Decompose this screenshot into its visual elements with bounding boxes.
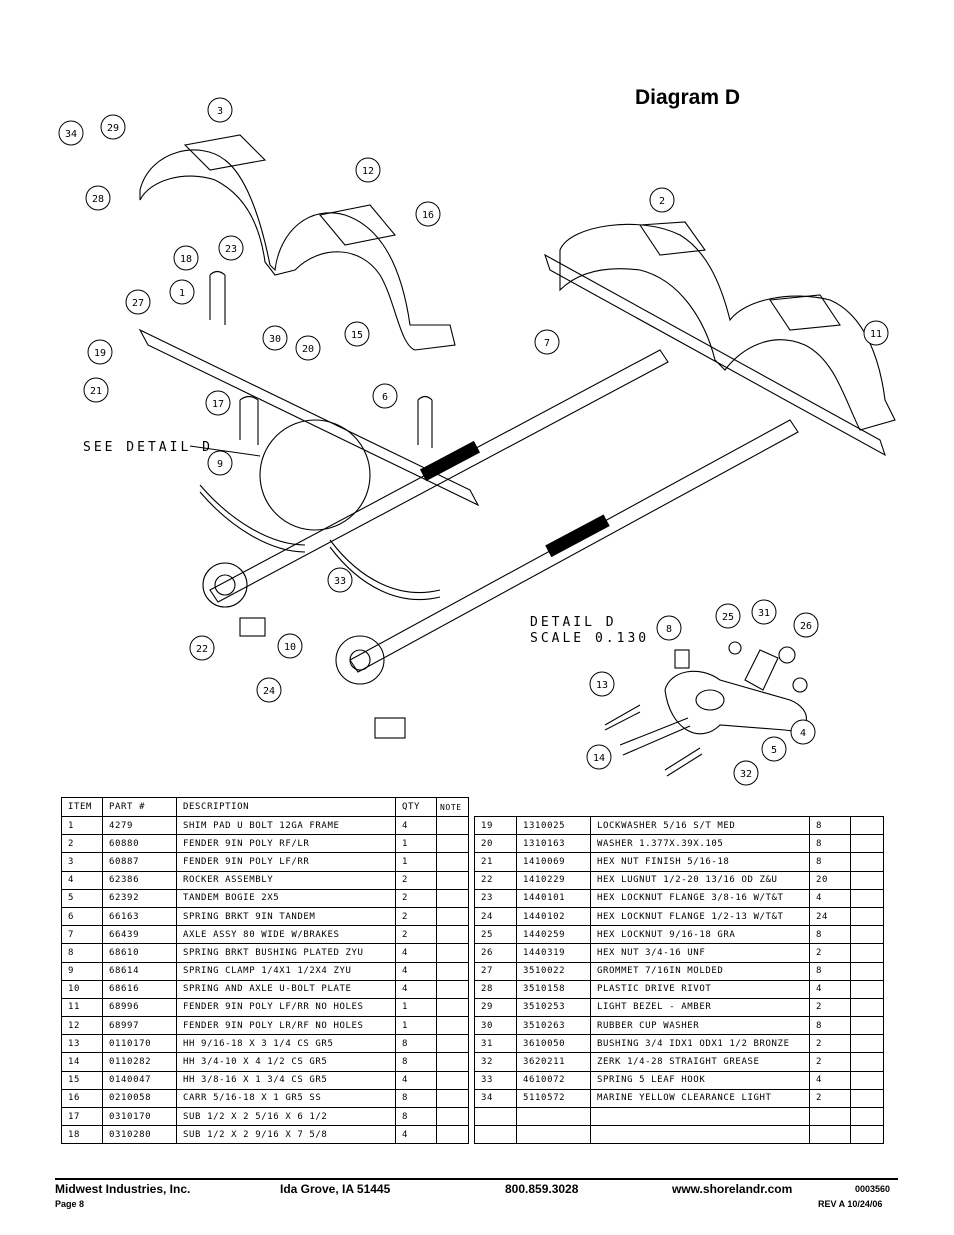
callout-10: 10 [283,642,297,653]
cell-item: 8 [62,944,103,962]
axle-front [210,350,668,602]
cell-description: SHIM PAD U BOLT 12GA FRAME [177,817,396,835]
cell-item: 7 [62,926,103,944]
cell-qty [810,1108,851,1126]
cell-part: 1440101 [517,889,591,907]
table-row [475,1035,884,1053]
cell-item: 4 [62,871,103,889]
cell-item: 33 [475,1071,517,1089]
cell-part: 3610050 [517,1035,591,1053]
cell-part: 1410229 [517,871,591,889]
cell-item: 5 [62,889,103,907]
cell-part: 4279 [103,817,177,835]
cell-description: HEX NUT 3/4-16 UNF [591,944,810,962]
cell-description: HEX LOCKNUT FLANGE 3/8-16 W/T&T [591,889,810,907]
cell-part: 0310170 [103,1108,177,1126]
cell-description: LOCKWASHER 5/16 S/T MED [591,817,810,835]
callout-21: 21 [89,386,103,397]
cell-part: 3510263 [517,1017,591,1035]
cell-item: 25 [475,926,517,944]
cell-qty: 1 [396,853,437,871]
callout-16: 16 [421,210,435,221]
cell-qty: 1 [396,835,437,853]
cell-note [851,853,884,871]
table-row [475,944,884,962]
cell-item: 20 [475,835,517,853]
cell-note [851,980,884,998]
cell-note [437,980,469,998]
cell-note [437,817,469,835]
cell-description: RUBBER CUP WASHER [591,1017,810,1035]
cell-note [851,962,884,980]
cell-part: 60880 [103,835,177,853]
table-row [62,889,469,907]
cell-qty: 8 [396,1053,437,1071]
cell-part [517,1108,591,1126]
cell-description: FENDER 9IN POLY LR/RF NO HOLES [177,1017,396,1035]
table-row [62,1053,469,1071]
header-item: ITEM [62,798,103,817]
callout-26: 26 [799,621,813,632]
cell-description: AXLE ASSY 80 WIDE W/BRAKES [177,926,396,944]
table-row [475,907,884,925]
table-row [62,817,469,835]
callout-30: 30 [268,334,282,345]
cell-part: 68614 [103,962,177,980]
callout-24: 24 [262,686,276,697]
table-header-row [62,798,469,817]
table-row [475,926,884,944]
cell-note [437,871,469,889]
cell-part: 62386 [103,871,177,889]
cell-note [437,1053,469,1071]
table-row [62,944,469,962]
cell-description: FENDER 9IN POLY RF/LR [177,835,396,853]
cell-description: WASHER 1.377X.39X.105 [591,835,810,853]
table-row [62,853,469,871]
cell-part: 4610072 [517,1071,591,1089]
cell-item: 16 [62,1089,103,1107]
cell-description: SUB 1/2 X 2 9/16 X 7 5/8 [177,1126,396,1144]
cell-note [851,944,884,962]
table-row [62,1071,469,1089]
callout-2: 2 [658,196,666,207]
cell-note [851,817,884,835]
cell-part: 0110282 [103,1053,177,1071]
cell-part: 0210058 [103,1089,177,1107]
footer-page: Page 8 [55,1199,85,1209]
cell-item: 28 [475,980,517,998]
cell-qty: 2 [810,944,851,962]
callout-18: 18 [179,254,193,265]
cell-description: SPRING BRKT BUSHING PLATED ZYU [177,944,396,962]
cell-qty: 4 [396,817,437,835]
diagram-title: Diagram D [635,86,741,109]
table-row [475,817,884,835]
table-row [62,1035,469,1053]
cell-qty: 4 [396,980,437,998]
table-row [62,980,469,998]
cell-part: 68997 [103,1017,177,1035]
cell-item: 34 [475,1089,517,1107]
cell-description: GROMMET 7/16IN MOLDED [591,962,810,980]
cell-note [851,907,884,925]
footer-location: Ida Grove, IA 51445 [280,1182,391,1196]
callout-23: 23 [224,244,238,255]
parts-table-left [61,797,469,1144]
cell-note [851,1089,884,1107]
callout-1: 1 [178,288,186,299]
table-row [62,871,469,889]
callout-28: 28 [91,194,105,205]
cell-description: CARR 5/16-18 X 1 GR5 SS [177,1089,396,1107]
cell-note [851,835,884,853]
cell-item: 27 [475,962,517,980]
callout-31: 31 [757,608,771,619]
table-row [475,998,884,1016]
cell-note [851,1126,884,1144]
cell-qty: 4 [396,944,437,962]
cell-item: 11 [62,998,103,1016]
cell-qty: 2 [810,1089,851,1107]
cell-part: 3510253 [517,998,591,1016]
cell-note [851,1071,884,1089]
cell-description: HH 3/4-10 X 4 1/2 CS GR5 [177,1053,396,1071]
table-row [475,853,884,871]
cell-note [437,944,469,962]
cell-item: 6 [62,907,103,925]
cell-note [437,1017,469,1035]
cell-part: 3510158 [517,980,591,998]
cell-description: LIGHT BEZEL - AMBER [591,998,810,1016]
cell-note [437,1126,469,1144]
cell-qty: 8 [810,962,851,980]
callout-32: 32 [739,769,753,780]
cell-part: 1410069 [517,853,591,871]
callout-11: 11 [869,329,883,340]
cell-description: HEX LOCKNUT FLANGE 1/2-13 W/T&T [591,907,810,925]
cell-part: 3510022 [517,962,591,980]
table-row [62,907,469,925]
cell-qty: 4 [396,962,437,980]
table-row [62,1017,469,1035]
cell-note [437,907,469,925]
cell-note [437,998,469,1016]
cell-description: ROCKER ASSEMBLY [177,871,396,889]
cell-item: 15 [62,1071,103,1089]
callout-6: 6 [381,392,389,403]
cell-part: 1440259 [517,926,591,944]
callout-13: 13 [595,680,609,691]
cell-description: HEX LOCKNUT 9/16-18 GRA [591,926,810,944]
table-row [475,1071,884,1089]
footer-website: www.shorelandr.com [672,1182,793,1196]
cell-qty: 1 [396,998,437,1016]
cell-description: MARINE YELLOW CLEARANCE LIGHT [591,1089,810,1107]
hub-rear [336,636,384,684]
cell-note [437,835,469,853]
callout-22: 22 [195,644,209,655]
cell-qty: 4 [810,1071,851,1089]
hub-front [203,563,247,607]
cell-part: 68616 [103,980,177,998]
callout-25: 25 [721,612,735,623]
see-detail-label: SEE DETAIL D [83,440,213,455]
cell-item: 24 [475,907,517,925]
cell-note [851,1108,884,1126]
table-row [62,998,469,1016]
cell-part: 62392 [103,889,177,907]
cell-description: FENDER 9IN POLY LF/RR [177,853,396,871]
footer-phone: 800.859.3028 [505,1182,579,1196]
cell-note [437,926,469,944]
cell-part [517,1126,591,1144]
cell-description: HEX LUGNUT 1/2-20 13/16 OD Z&U [591,871,810,889]
cell-item: 1 [62,817,103,835]
table-row [475,1126,884,1144]
cell-part: 68610 [103,944,177,962]
cell-item: 9 [62,962,103,980]
cell-qty: 4 [810,980,851,998]
cell-item: 19 [475,817,517,835]
callout-14: 14 [592,753,606,764]
header-part: PART # [103,798,177,817]
cell-note [851,926,884,944]
cell-item: 22 [475,871,517,889]
callout-19: 19 [93,348,107,359]
cell-item: 21 [475,853,517,871]
cell-description: ZERK 1/4-28 STRAIGHT GREASE [591,1053,810,1071]
cell-part: 66163 [103,907,177,925]
cell-part: 5110572 [517,1089,591,1107]
cell-note [851,1053,884,1071]
cell-qty: 2 [810,998,851,1016]
cell-qty: 8 [810,1017,851,1035]
cell-qty: 2 [810,1035,851,1053]
callout-34: 34 [64,129,78,140]
callout-3: 3 [216,106,224,117]
cell-note [851,1035,884,1053]
table-row [62,1089,469,1107]
cell-item: 12 [62,1017,103,1035]
cell-item: 30 [475,1017,517,1035]
cell-description: PLASTIC DRIVE RIVOT [591,980,810,998]
callout-29: 29 [106,123,120,134]
cell-note [851,998,884,1016]
footer-divider [55,1178,898,1180]
cell-qty: 24 [810,907,851,925]
cell-note [437,1108,469,1126]
callout-12: 12 [361,166,375,177]
cell-part: 1440102 [517,907,591,925]
callout-20: 20 [301,344,315,355]
cell-qty: 8 [810,835,851,853]
cell-item [475,1126,517,1144]
cell-note [437,853,469,871]
bushing-31 [745,650,778,690]
cell-note [437,1089,469,1107]
cell-part: 60887 [103,853,177,871]
callout-33: 33 [333,576,347,587]
header-description: DESCRIPTION [177,798,396,817]
footer-revision: REV A 10/24/06 [818,1199,883,1209]
cell-qty: 2 [396,889,437,907]
cell-item: 29 [475,998,517,1016]
cell-qty [810,1126,851,1144]
fender-2 [560,224,895,430]
cell-qty: 2 [396,871,437,889]
cell-part: 1440319 [517,944,591,962]
cell-qty: 2 [810,1053,851,1071]
cell-note [851,871,884,889]
cell-qty: 8 [396,1089,437,1107]
cell-item: 23 [475,889,517,907]
cell-qty: 8 [810,817,851,835]
cell-qty: 8 [396,1108,437,1126]
cell-note [437,1035,469,1053]
cell-description: TANDEM BOGIE 2X5 [177,889,396,907]
table-row [62,1126,469,1144]
cell-part: 0310280 [103,1126,177,1144]
cell-description: SPRING CLAMP 1/4X1 1/2X4 ZYU [177,962,396,980]
table-row [475,1017,884,1035]
table-row [62,835,469,853]
callout-17: 17 [211,399,225,410]
footer-doc-number: 0003560 [855,1184,891,1194]
cell-item: 18 [62,1126,103,1144]
cell-description [591,1126,810,1144]
cell-item: 14 [62,1053,103,1071]
cell-qty: 8 [810,853,851,871]
cell-description: SPRING 5 LEAF HOOK [591,1071,810,1089]
callout-7: 7 [543,338,551,349]
table-row [62,926,469,944]
cell-description [591,1108,810,1126]
cell-qty: 2 [396,926,437,944]
cell-part: 0140047 [103,1071,177,1089]
table-row [475,1089,884,1107]
cell-description: HH 9/16-18 X 3 1/4 CS GR5 [177,1035,396,1053]
callout-15: 15 [350,330,364,341]
cell-qty: 1 [396,1017,437,1035]
cell-item: 10 [62,980,103,998]
header-qty: QTY [396,798,437,817]
cell-part: 66439 [103,926,177,944]
cell-item: 31 [475,1035,517,1053]
cell-item [475,1108,517,1126]
rocker-plate [665,671,806,734]
cell-qty: 4 [810,889,851,907]
cell-part: 1310163 [517,835,591,853]
table-row [475,1108,884,1126]
cell-note [437,1071,469,1089]
cell-note [437,962,469,980]
cell-item: 32 [475,1053,517,1071]
cell-part: 1310025 [517,817,591,835]
footer-company: Midwest Industries, Inc. [55,1182,191,1196]
cell-part: 0110170 [103,1035,177,1053]
cell-note [437,889,469,907]
cell-description: SPRING AND AXLE U-BOLT PLATE [177,980,396,998]
cell-part: 3620211 [517,1053,591,1071]
callout-9: 9 [216,459,224,470]
callout-5: 5 [770,745,778,756]
detail-scale: SCALE 0.130 [530,631,650,646]
cell-item: 17 [62,1108,103,1126]
cell-description: FENDER 9IN POLY LF/RR NO HOLES [177,998,396,1016]
header-note: NOTE [437,798,469,817]
parts-table-right [474,816,884,1144]
cell-qty: 8 [810,926,851,944]
table-row [475,835,884,853]
callout-4: 4 [799,728,807,739]
callout-8: 8 [665,624,673,635]
table-row [475,980,884,998]
cell-qty: 8 [396,1035,437,1053]
table-row [475,889,884,907]
cell-item: 26 [475,944,517,962]
cell-note [851,889,884,907]
frame-rail-right [545,255,885,455]
table-row [62,1108,469,1126]
table-row [475,1053,884,1071]
cell-qty: 4 [396,1071,437,1089]
cell-description: HH 3/8-16 X 1 3/4 CS GR5 [177,1071,396,1089]
table-row [475,871,884,889]
table-row [475,962,884,980]
cell-note [851,1017,884,1035]
cell-description: BUSHING 3/4 IDX1 ODX1 1/2 BRONZE [591,1035,810,1053]
cell-description: SPRING BRKT 9IN TANDEM [177,907,396,925]
cell-item: 2 [62,835,103,853]
cell-qty: 4 [396,1126,437,1144]
table-row [62,962,469,980]
cell-part: 68996 [103,998,177,1016]
cell-description: SUB 1/2 X 2 5/16 X 6 1/2 [177,1108,396,1126]
cell-qty: 20 [810,871,851,889]
cell-description: HEX NUT FINISH 5/16-18 [591,853,810,871]
cell-qty: 2 [396,907,437,925]
cell-item: 13 [62,1035,103,1053]
cell-item: 3 [62,853,103,871]
callout-27: 27 [131,298,145,309]
detail-title: DETAIL D [530,615,617,630]
